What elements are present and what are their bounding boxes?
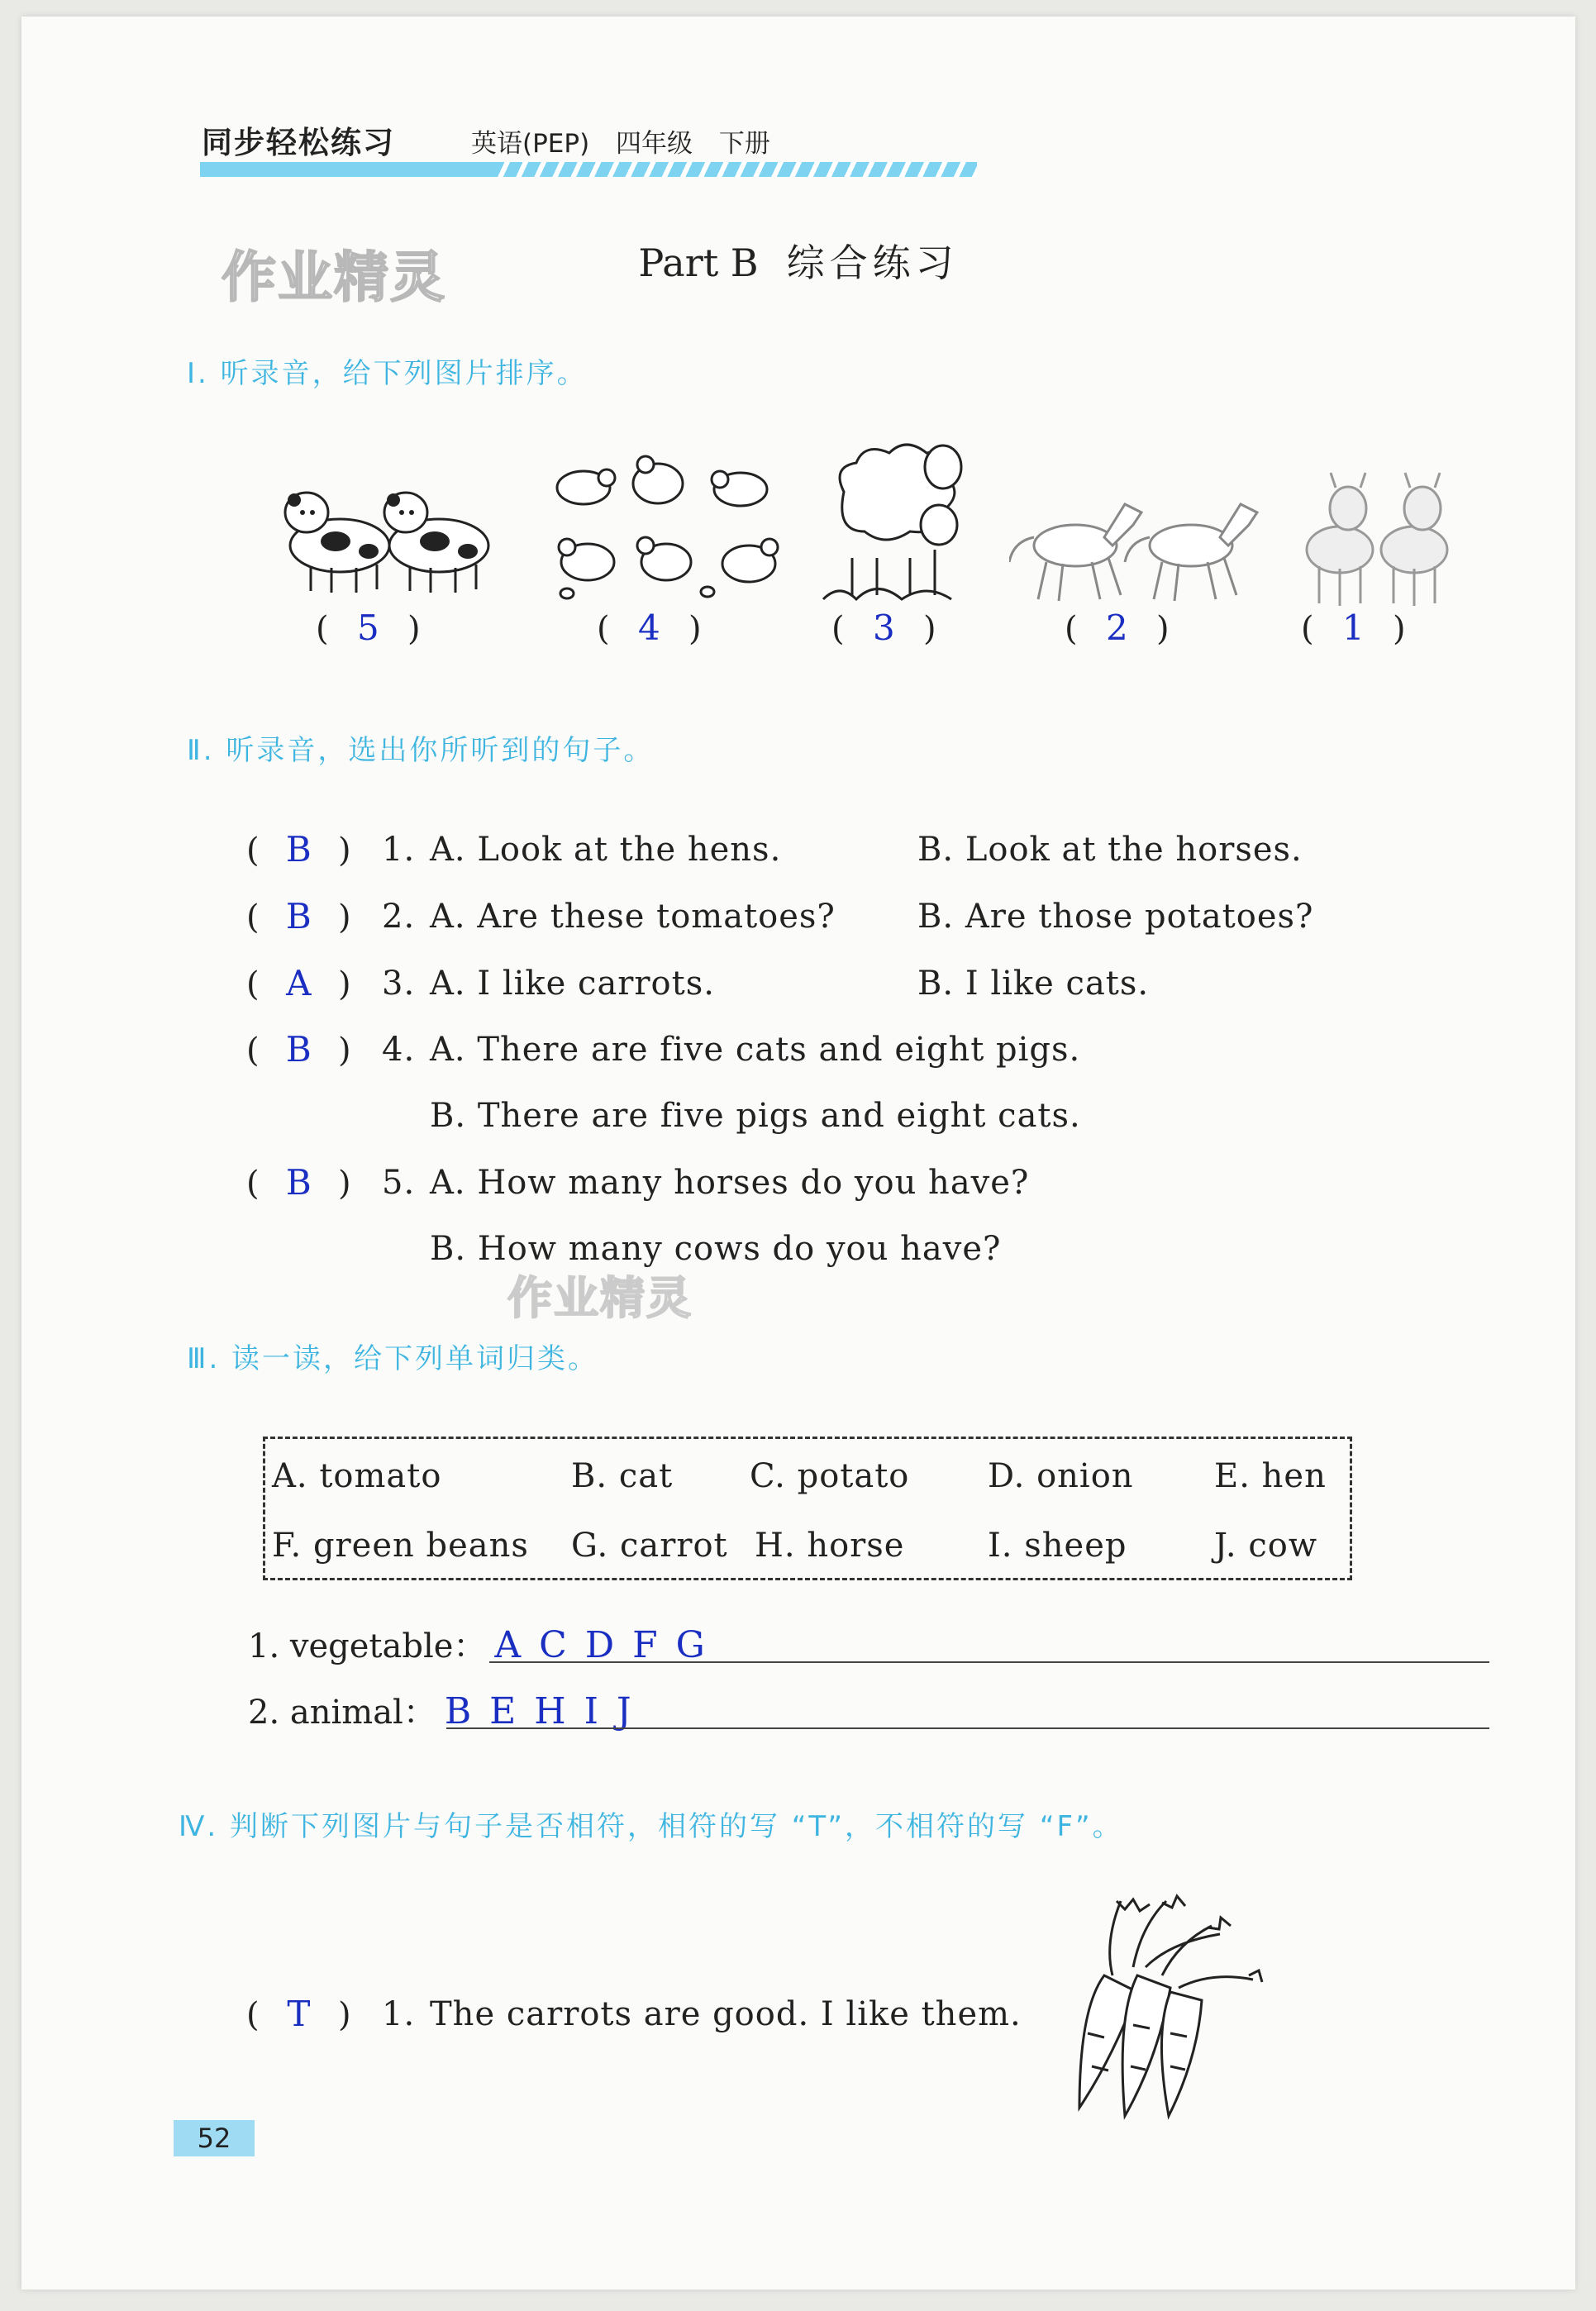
header-grade: 四年级 — [616, 129, 693, 159]
horses-icon — [1009, 479, 1274, 612]
choice-answer-4[interactable]: ( B ) — [246, 1029, 351, 1070]
word-item: B. cat — [571, 1457, 674, 1495]
section-3-heading: Ⅲ. 读一读，给下列单词归类。 — [187, 1342, 599, 1375]
statement: The carrots are good. I like them. — [430, 1995, 1022, 2033]
answer-value: 4 — [637, 608, 660, 648]
option-a: A. There are five cats and eight pigs. — [430, 1031, 1081, 1069]
word-item: H. horse — [755, 1527, 905, 1565]
order-answer-5[interactable]: ( 1 ) — [1301, 608, 1406, 648]
choice-answer-3[interactable]: ( A ) — [246, 963, 351, 1003]
option-a: A. How many horses do you have? — [430, 1164, 1030, 1202]
goats-icon — [1294, 471, 1468, 612]
word-item: C. potato — [750, 1457, 910, 1495]
option-a: A. I like carrots. — [430, 965, 715, 1003]
option-b: B. Are those potatoes? — [917, 898, 1314, 936]
question-number: 4. — [382, 1031, 416, 1069]
order-answer-4[interactable]: ( 2 ) — [1065, 608, 1170, 648]
question-number: 1. — [382, 831, 416, 869]
vegetable-underline — [489, 1661, 1489, 1663]
question-number: 2. — [382, 898, 416, 936]
header-volume: 下册 — [718, 129, 770, 159]
option-a: A. Look at the hens. — [430, 831, 782, 869]
hens-icon — [542, 446, 790, 612]
choice-answer-5[interactable]: ( B ) — [246, 1162, 351, 1203]
vegetable-label: 1. vegetable： — [248, 1627, 487, 1665]
answer-value: T — [287, 1994, 311, 2034]
vegetable-row — [248, 1620, 708, 1667]
animal-answer[interactable]: B E H I J — [444, 1690, 635, 1732]
option-b: B. There are five pigs and eight cats. — [430, 1097, 1081, 1135]
answer-value: 5 — [356, 608, 379, 648]
answer-value: 1 — [1341, 608, 1365, 648]
question-number: 3. — [382, 965, 416, 1003]
option-b: B. Look at the horses. — [917, 831, 1303, 869]
cows-icon — [269, 467, 517, 599]
watermark: 作业精灵 — [222, 245, 446, 309]
option-a: A. Are these tomatoes? — [430, 898, 836, 936]
title-cn: 综合练习 — [786, 241, 959, 285]
order-answer-3[interactable]: ( 3 ) — [831, 608, 936, 648]
answer-value: B — [285, 896, 312, 936]
answer-value: 2 — [1105, 608, 1128, 648]
header-info — [471, 122, 788, 160]
judge-answer-1[interactable]: ( T ) — [246, 1994, 351, 2034]
question-number: 1. — [382, 1995, 416, 2033]
title-part: Part B — [638, 241, 759, 285]
workbook-page — [21, 17, 1575, 2290]
answer-value: A — [286, 963, 312, 1003]
section-4-heading: Ⅳ. 判断下列图片与句子是否相符，相符的写 “T”，不相符的写 “F”。 — [179, 1810, 1123, 1843]
section-2-heading: Ⅱ. 听录音，选出你所听到的句子。 — [187, 734, 655, 767]
animal-row — [248, 1686, 635, 1733]
word-item: A. tomato — [272, 1457, 442, 1495]
word-item: F. green beans — [272, 1527, 529, 1565]
word-item: I. sheep — [988, 1527, 1127, 1565]
word-item: G. carrot — [571, 1527, 728, 1565]
answer-value: B — [285, 1029, 312, 1070]
order-answer-2[interactable]: ( 4 ) — [597, 608, 702, 648]
word-box — [263, 1437, 1352, 1580]
choice-answer-1[interactable]: ( B ) — [246, 829, 351, 870]
watermark: 作业精灵 — [507, 1272, 693, 1324]
word-item: E. hen — [1214, 1457, 1327, 1495]
sheep-icon — [819, 434, 984, 608]
section-1-heading: Ⅰ. 听录音，给下列图片排序。 — [187, 357, 588, 390]
header-subject: 英语(PEP) — [471, 129, 590, 159]
animal-label: 2. animal： — [248, 1694, 436, 1732]
order-answer-1[interactable]: ( 5 ) — [316, 608, 421, 648]
option-b: B. How many cows do you have? — [430, 1230, 1002, 1268]
animal-underline — [446, 1727, 1489, 1729]
page-title — [21, 233, 1575, 288]
page-number: 52 — [174, 2120, 255, 2156]
vegetable-answer[interactable]: A C D F G — [494, 1624, 708, 1666]
answer-value: 3 — [872, 608, 895, 648]
carrots-icon — [1055, 1885, 1303, 2132]
word-item: J. cow — [1214, 1527, 1318, 1565]
question-number: 5. — [382, 1164, 416, 1202]
choice-answer-2[interactable]: ( B ) — [246, 896, 351, 936]
answer-value: B — [285, 829, 312, 870]
header-series: 同步轻松练习 — [202, 125, 395, 160]
header-stripe — [200, 162, 977, 177]
option-b: B. I like cats. — [917, 965, 1150, 1003]
word-item: D. onion — [988, 1457, 1134, 1495]
answer-value: B — [285, 1162, 312, 1203]
